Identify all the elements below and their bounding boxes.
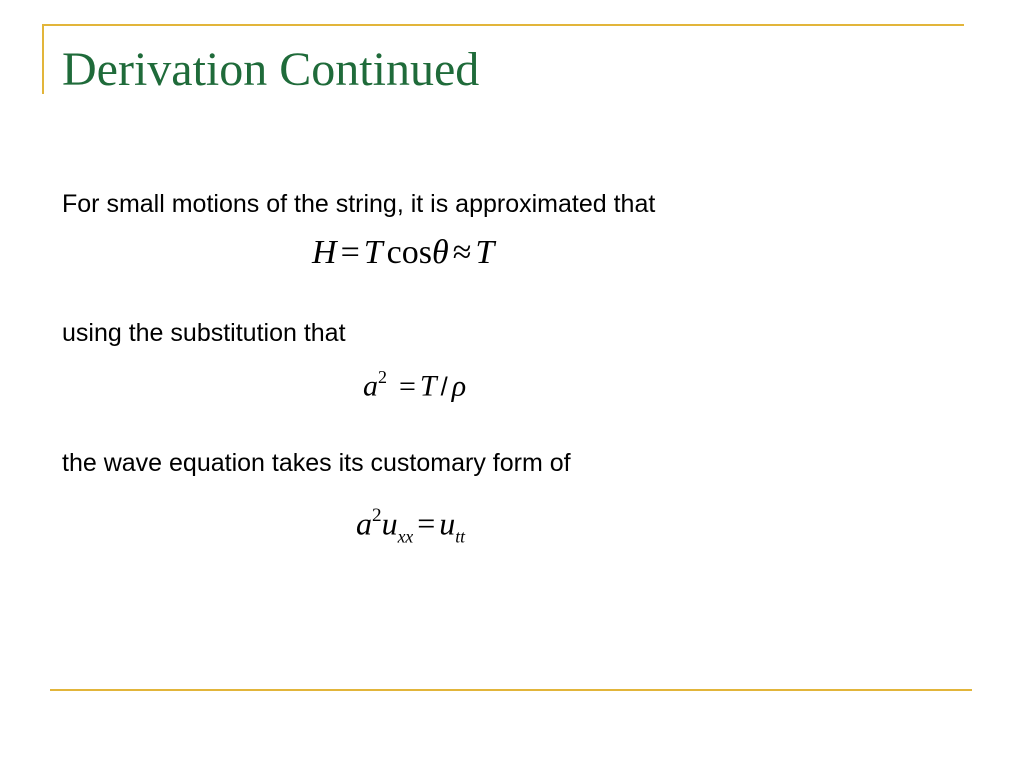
- eq1-h: H: [312, 234, 337, 271]
- eq3-sub-tt: tt: [455, 526, 466, 547]
- eq1-theta: θ: [432, 234, 449, 271]
- text-line-substitution: using the substitution that: [62, 319, 346, 347]
- slide-title: Derivation Continued: [62, 43, 480, 96]
- text-line-small-motions: For small motions of the string, it is approximated that: [62, 190, 656, 218]
- eq2-exponent: 2: [378, 367, 387, 387]
- eq3-equals: =: [417, 505, 436, 542]
- eq3-u: u: [381, 505, 398, 542]
- eq2-equals: =: [399, 369, 416, 403]
- equation-wave: [356, 506, 465, 546]
- left-rule: [42, 24, 44, 94]
- eq3-sub-xx: xx: [397, 526, 414, 547]
- eq1-equals: =: [340, 234, 360, 271]
- eq1-t: T: [363, 234, 383, 271]
- equation-h-approx-t: [312, 236, 494, 270]
- eq2-a: a: [363, 369, 378, 403]
- eq3-u2: u: [439, 505, 456, 542]
- eq3-a: a: [356, 505, 372, 542]
- text-line-wave-equation: the wave equation takes its customary form of: [62, 449, 571, 477]
- eq1-cos: cos: [386, 234, 432, 271]
- eq1-t2: T: [475, 234, 495, 271]
- equation-a-squared: [363, 368, 466, 402]
- eq2-t: T: [419, 369, 437, 403]
- eq1-approx: ≈: [452, 234, 472, 271]
- eq2-slash: /: [440, 373, 448, 402]
- eq3-exponent: 2: [372, 505, 382, 526]
- eq2-rho: ρ: [451, 369, 467, 403]
- top-rule: [42, 24, 964, 26]
- bottom-rule: [50, 689, 972, 691]
